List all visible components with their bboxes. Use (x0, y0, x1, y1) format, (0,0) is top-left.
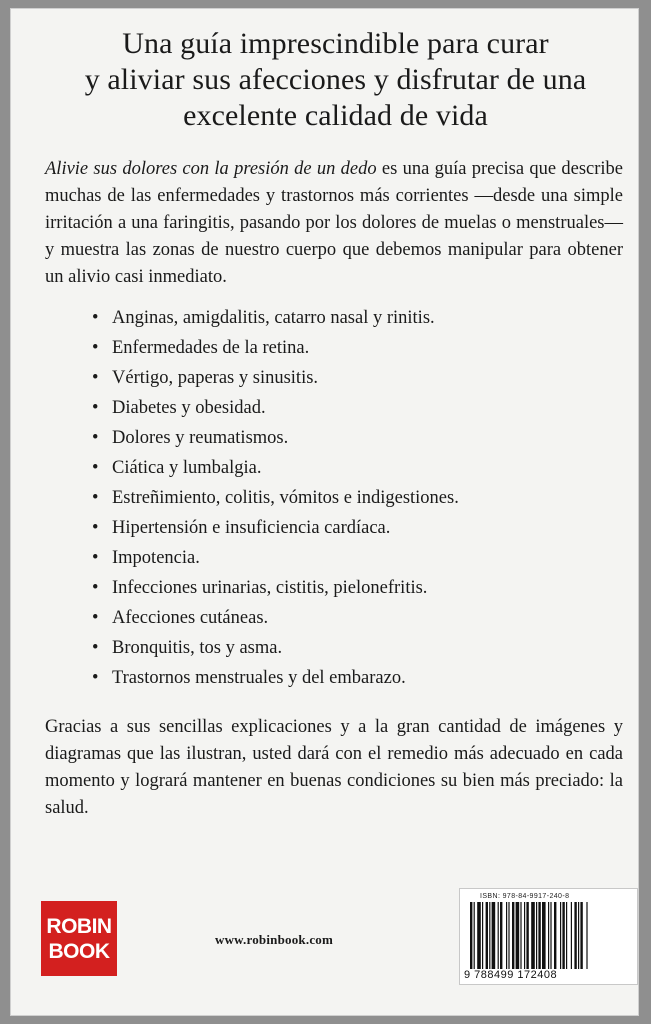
barcode-bar (578, 902, 579, 969)
ailment-list-item (92, 573, 612, 603)
barcode-bar (489, 902, 490, 969)
barcode-bar (482, 902, 483, 969)
bullet-marker: • (92, 608, 99, 628)
ailment-list-item (92, 333, 612, 363)
ailment-list-item (92, 603, 612, 633)
bullet-marker: • (92, 548, 99, 568)
ailment-text: Estreñimiento, colitis, vómitos e indigestiones. (112, 488, 459, 508)
ailment-text: Diabetes y obesidad. (112, 398, 266, 418)
publisher-logo (41, 901, 117, 976)
bullet-marker: • (92, 518, 99, 538)
ailment-text: Infecciones urinarias, cistitis, pielonefritis. (112, 578, 428, 598)
bullet-marker: • (92, 638, 99, 658)
headline-line-2: y aliviar sus afecciones y disfrutar de una (84, 63, 587, 96)
publisher-website: www.robinbook.com (215, 932, 334, 947)
ailment-list-item (92, 303, 612, 333)
barcode-bar (506, 902, 507, 969)
bullet-marker: • (92, 368, 99, 388)
book-back-cover (10, 8, 639, 1016)
bullet-marker: • (92, 428, 99, 448)
barcode-bar (500, 902, 502, 969)
ailment-text: Bronquitis, tos y asma. (112, 638, 283, 658)
barcode-bar (550, 902, 551, 969)
ailment-text: Impotencia. (112, 548, 200, 568)
logo-line-2: BOOK (48, 939, 110, 963)
barcode-bar (531, 902, 535, 969)
headline-line-3: excelente calidad de vida (183, 99, 488, 132)
barcode-bar (580, 902, 582, 969)
bullet-marker: • (92, 458, 99, 478)
barcode-bar (526, 902, 528, 969)
bullet-marker: • (92, 668, 99, 688)
barcode-bar (470, 902, 472, 969)
ailment-list-item (92, 543, 612, 573)
barcode-bar (524, 902, 525, 969)
barcode-bar (486, 902, 488, 969)
barcode-bar (498, 902, 499, 969)
barcode-bar (566, 902, 567, 969)
barcode-bar (536, 902, 537, 969)
ailment-text: Trastornos menstruales y del embarazo. (112, 668, 406, 688)
bullet-marker: • (92, 338, 99, 358)
ailment-text: Ciática y lumbalgia. (112, 458, 262, 478)
ailment-text: Dolores y reumatismos. (112, 428, 289, 448)
bullet-marker: • (92, 488, 99, 508)
ailment-text: Anginas, amigdalitis, catarro nasal y rinitis. (112, 308, 435, 328)
ailment-text: Afecciones cutáneas. (112, 608, 269, 628)
ailment-text: Vértigo, paperas y sinusitis. (112, 368, 319, 388)
ailment-list (92, 303, 612, 693)
barcode-bar (508, 902, 509, 969)
barcode-bar (562, 902, 564, 969)
barcode-bar (554, 902, 556, 969)
ailment-text: Enfermedades de la retina. (112, 338, 310, 358)
ailment-list-item (92, 453, 612, 483)
barcode-bar (538, 902, 540, 969)
ailment-list-item (92, 513, 612, 543)
ailment-list-item (92, 363, 612, 393)
ailment-list-item (92, 633, 612, 663)
logo-line-1: ROBIN (46, 914, 112, 938)
book-title-italic: Alivie sus dolores con la presión de un dedo (45, 159, 377, 179)
headline-line-1: Una guía imprescindible para curar (122, 27, 549, 60)
intro-text: es una guía precisa que describe muchas de las enfermedades y trastornos más corrientes —desde una simple irritación a una faringitis, pasando por los dolores de muelas o menstruales— y muestra las zonas de nuestro cuerpo que debemos manipular para obtener un alivio casi inmediato. (45, 159, 623, 287)
barcode-bar (516, 902, 520, 969)
barcode-bar (574, 902, 576, 969)
barcode-bar (477, 902, 481, 969)
bullet-marker: • (92, 308, 99, 328)
bullet-marker: • (92, 398, 99, 418)
barcode-bar (512, 902, 514, 969)
barcode-bars (470, 902, 628, 969)
barcode-bar (560, 902, 561, 969)
isbn-label: ISBN: 978-84-9917-240-8 (480, 893, 570, 900)
barcode-bar (474, 902, 475, 969)
ailment-list-item (92, 663, 612, 693)
barcode (459, 888, 638, 985)
bullet-marker: • (92, 578, 99, 598)
barcode-bar (542, 902, 546, 969)
barcode-bar (492, 902, 496, 969)
barcode-bar (571, 902, 572, 969)
barcode-bar (520, 902, 521, 969)
barcode-bar (548, 902, 549, 969)
ailment-text: Hipertensión e insuficiencia cardíaca. (112, 518, 391, 538)
intro-paragraph (45, 156, 623, 291)
ailment-list-item (92, 423, 612, 453)
closing-paragraph: Gracias a sus sencillas explicaciones y a la gran cantidad de imágenes y diagramas que las ilustran, usted dará con el remedio más adecuado en cada momento y logrará mantener en buenas condiciones su bien más preciado: la salud. (45, 717, 623, 818)
headline (50, 26, 621, 134)
ailment-list-item (92, 483, 612, 513)
barcode-bar (586, 902, 587, 969)
ailment-list-item (92, 393, 612, 423)
barcode-number: 9 788499 172408 (464, 969, 558, 981)
